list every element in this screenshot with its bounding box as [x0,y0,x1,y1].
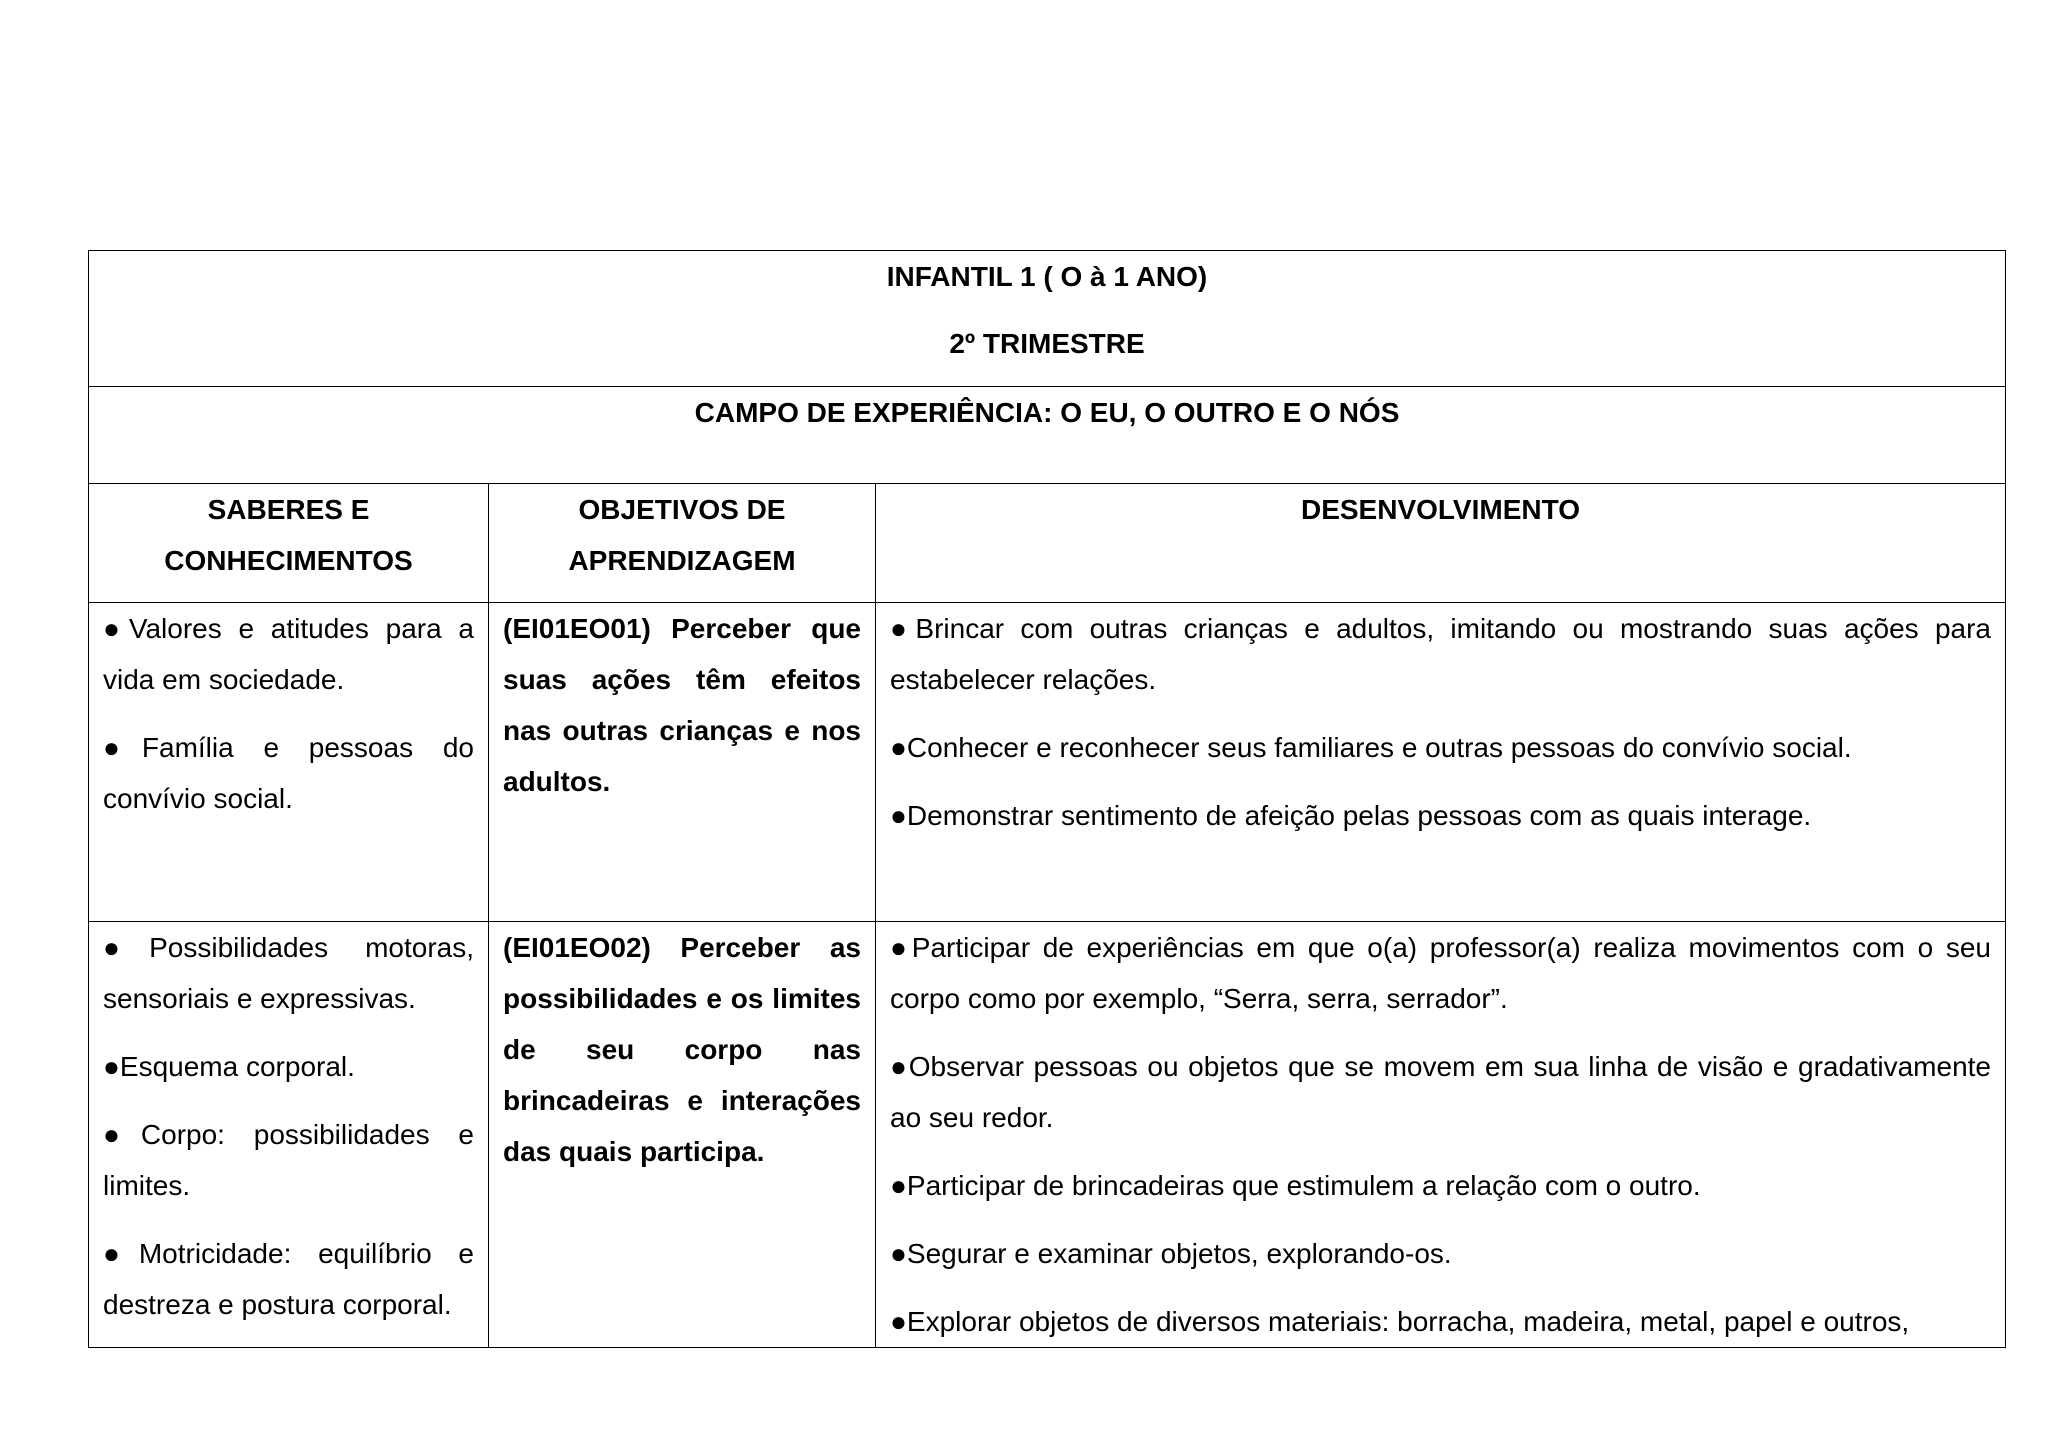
saberes-item: ●Motricidade: equilíbrio e destreza e postura corporal. [103,1238,474,1320]
objetivo-text: (EI01EO02) Perceber as possibilidades e os limites de seu corpo nas brincadeiras e interações das quais participa. [503,932,861,1167]
saberes-cell [89,603,489,922]
page-title: INFANTIL 1 ( O à 1 ANO) [886,261,1208,292]
desenvolvimento-item: ●Participar de experiências em que o(a) professor(a) realiza movimentos com o seu corpo como por exemplo, “Serra, serra, serrador”. [890,932,1991,1014]
column-header-saberes-line1: SABERES E [207,494,370,525]
trimestre-label: 2º TRIMESTRE [949,328,1145,359]
column-header-objetivos-line2: APRENDIZAGEM [568,545,796,576]
desenvolvimento-cell [876,922,2006,1348]
desenvolvimento-item: ●Participar de brincadeiras que estimulem a relação com o outro. [890,1170,1701,1201]
saberes-item: ●Esquema corporal. [103,1051,355,1082]
table-row [89,922,2006,1348]
desenvolvimento-item: ●Brincar com outras crianças e adultos, imitando ou mostrando suas ações para estabelecer relações. [890,613,1991,695]
column-header-saberes-line2: CONHECIMENTOS [164,545,413,576]
objetivo-cell [489,922,876,1348]
desenvolvimento-cell [876,603,2006,922]
title-cell [89,251,2006,387]
desenvolvimento-item: ●Demonstrar sentimento de afeição pelas pessoas com as quais interage. [890,800,1812,831]
saberes-item: ●Família e pessoas do convívio social. [103,732,474,814]
saberes-item: ●Corpo: possibilidades e limites. [103,1119,474,1201]
table-row [89,603,2006,922]
saberes-item: ●Valores e atitudes para a vida em sociedade. [103,613,474,695]
saberes-cell [89,922,489,1348]
column-header-desenvolvimento: DESENVOLVIMENTO [876,484,2006,603]
column-header-objetivos [489,484,876,603]
curriculum-table [88,250,2006,1348]
objetivo-text: (EI01EO01) Perceber que suas ações têm efeitos nas outras crianças e nos adultos. [503,613,861,797]
campo-experiencia: CAMPO DE EXPERIÊNCIA: O EU, O OUTRO E O NÓS [89,387,2006,484]
objetivo-cell [489,603,876,922]
column-header-saberes [89,484,489,603]
desenvolvimento-item: ●Segurar e examinar objetos, explorando-os. [890,1238,1452,1269]
saberes-item: ●Possibilidades motoras, sensoriais e expressivas. [103,932,474,1014]
desenvolvimento-item: ●Explorar objetos de diversos materiais: borracha, madeira, metal, papel e outros, [890,1306,1910,1337]
column-header-objetivos-line1: OBJETIVOS DE [578,494,786,525]
desenvolvimento-item: ●Conhecer e reconhecer seus familiares e outras pessoas do convívio social. [890,732,1852,763]
desenvolvimento-item: ●Observar pessoas ou objetos que se movem em sua linha de visão e gradativamente ao seu redor. [890,1051,1991,1133]
